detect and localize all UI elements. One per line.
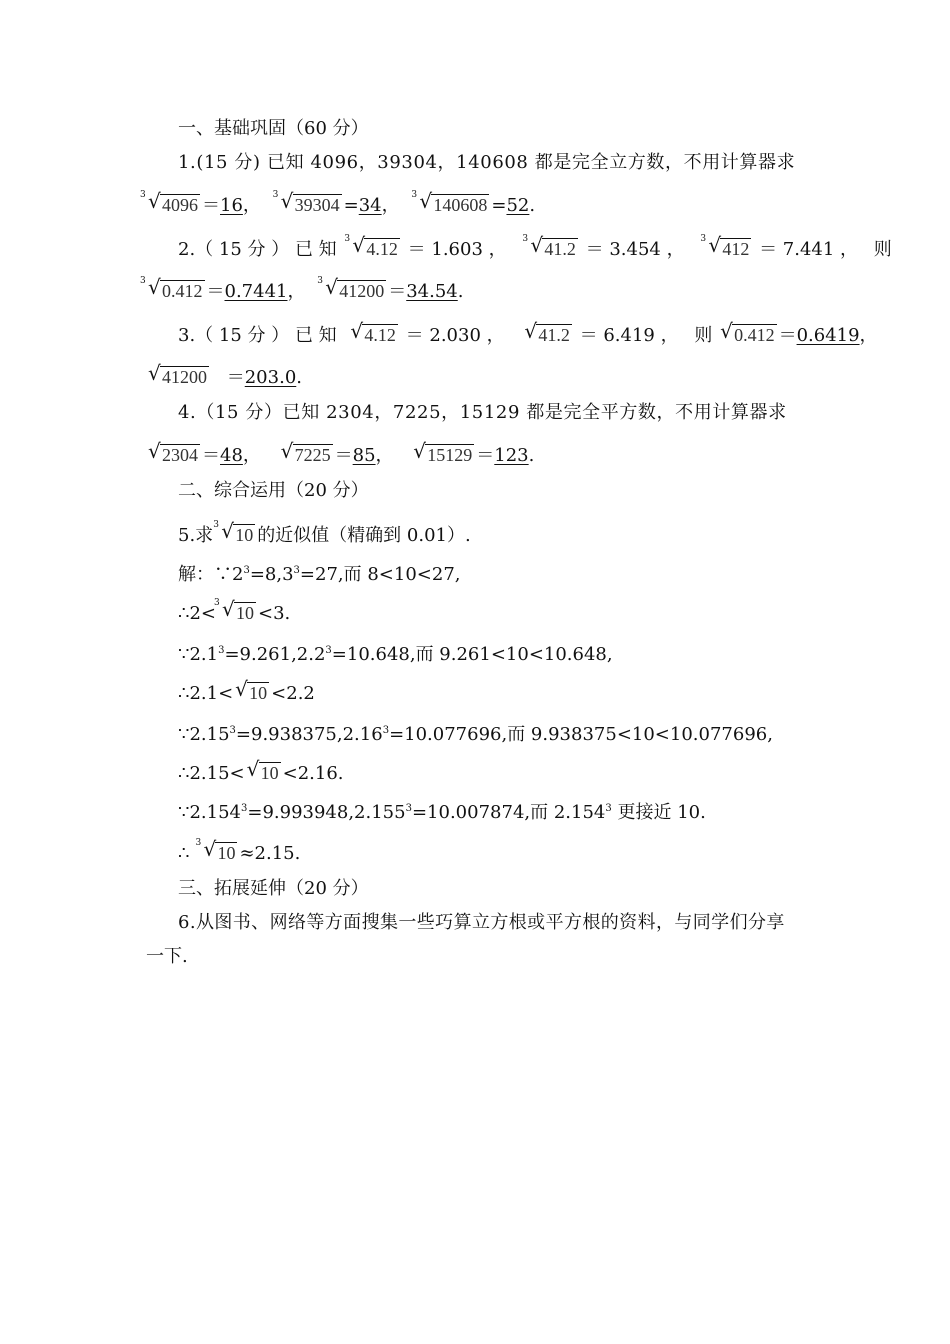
q6-statement-line2: 一下. <box>146 946 188 967</box>
solution-step-7: $\because 2.154^3=9.993948,2.155^3=10.007874$,而 2.154$^3$ 更接近 10. <box>178 802 706 823</box>
solution-step-1: 解：$\because 2^3=8,3^3=27$,而 8<10<27, <box>178 564 461 585</box>
cube-root-10: 3 √ 10 <box>213 519 254 545</box>
solution-step-8: ∴ 3 √ 10 ≈2.15. <box>178 840 838 867</box>
q3-answer-1: 0.6419 <box>796 325 860 346</box>
q4-statement: 4.（15 分）已知 2304，7225，15129 都是完全平方数，不用计算器求 <box>178 402 787 423</box>
q4-answer-2: 85 <box>352 445 376 466</box>
cube-root-412: 3 √ 412 <box>700 233 750 259</box>
cube-root-41200: 3 √ 41200 <box>317 275 385 301</box>
q2-statement: 2.（ 15 分 ） 已 知 3 √ 4.12 ＝ 1.603 ， 3 √ 41.2 ＝ 3.454 ， 3 √ 412 ＝ 7.441 ， 则 <box>178 236 806 263</box>
q1-answers: 3 √ 4096 ＝16， 3 √ 39304 =34， 3 √ 140608 =52. <box>146 192 806 219</box>
q4-answers: √ 2304 ＝48， √ 7225 ＝85， √ 15129 ＝123. <box>146 442 806 469</box>
sqrt-41200: √ 41200 <box>148 361 207 387</box>
solution-step-3: $\because 2.1^3=9.261,2.2^3=10.648$,而 9.261<10<10.648, <box>178 644 613 665</box>
q3-answer-2: 203.0 <box>244 367 297 388</box>
cube-root-39304: 3 √ 39304 <box>272 189 340 215</box>
q2-answer-1: 0.7441 <box>224 281 288 302</box>
cube-root-10-step2: 3 √ 10 <box>214 597 254 623</box>
solution-step-4: ∴2.1< √ 10 <2.2 <box>178 680 838 707</box>
sqrt-10-step6: √ 10 <box>246 757 279 783</box>
q2-answer-2: 34.54 <box>406 281 458 302</box>
q1-statement: 1.(15 分) 已知 4096，39304，140608 都是完全立方数，不用计算器求 <box>178 152 796 173</box>
q6-statement: 6.从图书、网络等方面搜集一些巧算立方根或平方根的资料，与同学们分享 <box>178 912 785 933</box>
cube-root-41.2: 3 √ 41.2 <box>522 233 576 259</box>
sqrt-10-step4: √ 10 <box>235 677 268 703</box>
cube-root-0.412: 3 √ 0.412 <box>140 275 203 301</box>
sqrt-15129: √ 15129 <box>413 439 473 465</box>
q1-answer-1: 16 <box>220 195 243 216</box>
q4-answer-1: 48 <box>220 445 243 466</box>
cube-root-140608: 3 √ 140608 <box>411 189 488 215</box>
q4-answer-3: 123 <box>494 445 529 466</box>
q2-answers: 3 √ 0.412 ＝0.7441， 3 √ 41200 ＝34.54. <box>146 278 806 305</box>
q1-answer-2: 34 <box>358 195 382 216</box>
cube-root-10-step8: 3 √ 10 <box>195 837 236 863</box>
section-3-title: 三、拓展延伸（20 分） <box>178 878 369 899</box>
section-1-title: 一、基础巩固（60 分） <box>178 118 369 139</box>
sqrt-0.412: √ 0.412 <box>720 319 775 345</box>
cube-root-4096: 3 √ 4096 <box>140 189 198 215</box>
section-2-title: 二、综合运用（20 分） <box>178 480 369 501</box>
q3-statement: 3.（ 15 分 ） 已 知 √ 4.12 ＝ 2.030 ， √ 41.2 ＝ 6.419 ， 则 √ 0.412 ＝0.6419， <box>178 322 806 349</box>
solution-step-2: ∴2< 3 √ 10 <3. <box>178 600 838 627</box>
solution-step-5: $\because 2.15^3=9.938375,2.16^3=10.077696$,而 9.938375<10<10.077696, <box>178 724 773 745</box>
sqrt-7225: √ 7225 <box>280 439 331 465</box>
q3-answers: √ 41200 ＝203.0. <box>146 364 806 391</box>
solution-step-6: ∴2.15< √ 10 <2.16. <box>178 760 838 787</box>
q1-answer-3: 52 <box>506 195 530 216</box>
sqrt-2304: √ 2304 <box>148 439 198 465</box>
cube-root-4.12: 3 √ 4.12 <box>344 233 398 259</box>
q5-statement: 5.求 3 √ 10 的近似值（精确到 0.01）. <box>178 522 838 549</box>
sqrt-4.12: √ 4.12 <box>350 319 396 345</box>
sqrt-41.2: √ 41.2 <box>524 319 570 345</box>
